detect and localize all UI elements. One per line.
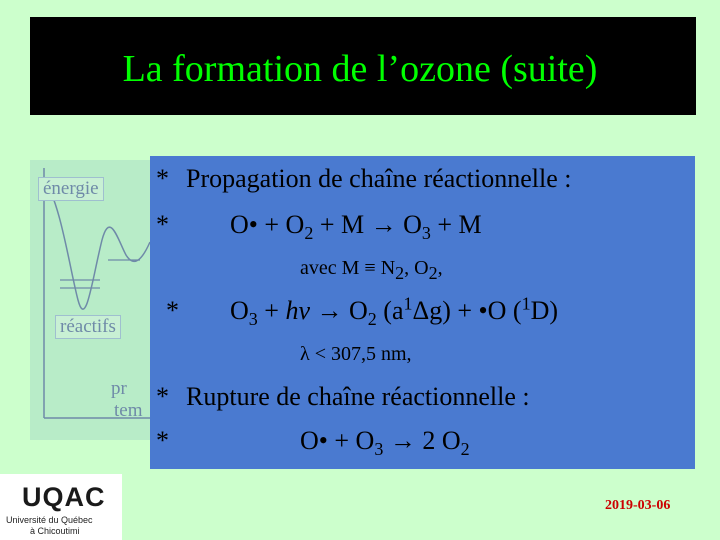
- energy-label: énergie: [38, 177, 104, 201]
- slide-title: La formation de l’ozone (suite): [122, 48, 598, 90]
- bullet: *: [156, 164, 169, 193]
- bullet: *: [156, 426, 169, 455]
- bullet: *: [156, 210, 169, 239]
- reaction-photolysis: $O_3 + h\nu \to O_2$ $(a^1\Delta g)$ + •O ($^1$D): [230, 293, 558, 330]
- third-body-note: avec $M \equiv N_2$, $O_2$,: [300, 257, 443, 283]
- reaction-o-o3: O• + $O_3 \to 2$ $O_2$: [300, 426, 470, 460]
- termination-heading: Rupture de chaîne réactionnelle :: [186, 382, 530, 411]
- bullet: *: [156, 382, 169, 411]
- logo-mark: UQAC: [22, 482, 106, 512]
- slide-date: 2019-03-06: [605, 498, 671, 513]
- wavelength-condition: λ < 307,5 nm,: [300, 343, 412, 365]
- products-label-fragment: pr: [111, 378, 127, 399]
- bullet: *: [166, 296, 179, 325]
- reaction-o-o2: O• + $O_2 + M \to O_3 + M$: [230, 210, 482, 244]
- time-label-fragment: tem: [114, 400, 143, 421]
- reactants-label: réactifs: [55, 315, 121, 339]
- content-box: [150, 156, 695, 469]
- uqac-logo: [0, 474, 122, 540]
- logo-line-1: Université du Québec: [6, 515, 93, 525]
- propagation-heading: Propagation de chaîne réactionnelle :: [186, 164, 572, 193]
- logo-line-2: à Chicoutimi: [30, 526, 80, 536]
